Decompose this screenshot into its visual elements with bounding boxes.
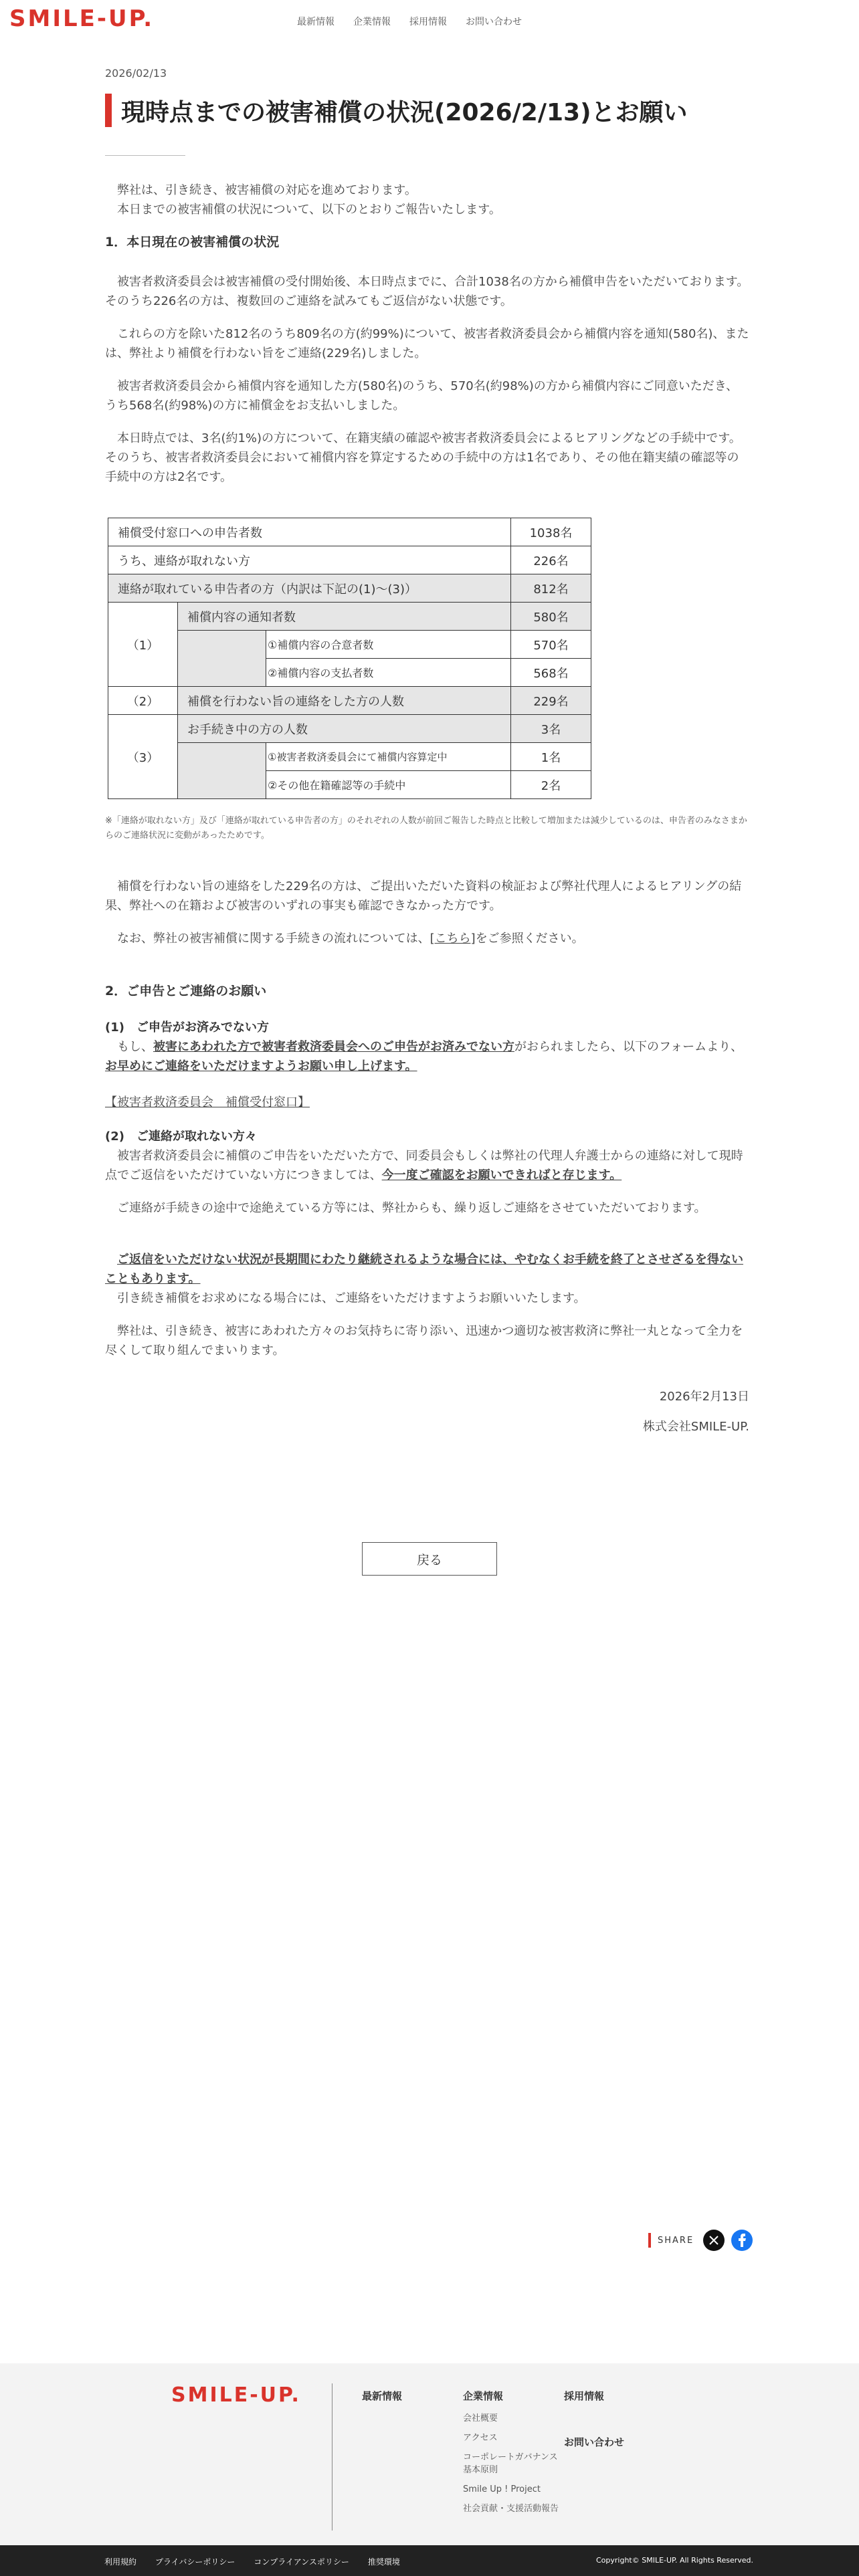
- sub2-text-a: 被害者救済委員会に補償のご申告をいただいた方で、同委員会もしくは弊社の代理人弁護士からの連絡に対して現時点でご返信をいただけていない方につきましては、: [105, 1149, 743, 1182]
- footer-legal-links: [104, 2556, 400, 2567]
- procedure-text-tail: をご参照ください。: [475, 932, 584, 946]
- nav-latest-news[interactable]: 最新情報: [297, 17, 335, 27]
- table-value-reachable: 812名: [511, 574, 591, 603]
- article-title: [105, 92, 749, 128]
- table-label-no-compensation: 補償を行わない旨の連絡をした方の人数: [178, 687, 511, 715]
- table-group-2: （2）: [108, 687, 178, 715]
- compliance-policy-link[interactable]: コンプライアンスポリシー: [254, 2557, 349, 2567]
- nav-contact[interactable]: お問い合わせ: [466, 17, 522, 27]
- global-nav: [297, 15, 522, 28]
- table-group-1: （1）: [108, 603, 178, 687]
- subsection-2-heading: (2) ご連絡が取れない方々: [105, 1130, 257, 1144]
- section-1-paragraph-5: 補償を行わない旨の連絡をした229名の方は、ご提出いただいた資料の検証および弊社代理人によるヒアリングの結果、弊社への在籍および被害のいずれの事実も確認できなかった方です。: [105, 879, 742, 913]
- table-label-paid: ②補償内容の支払者数: [266, 659, 511, 687]
- table-value-notified: 580名: [511, 603, 591, 631]
- table-row: [108, 687, 591, 715]
- sub1-text-a: もし、: [117, 1040, 153, 1054]
- recommended-environment-link[interactable]: 推奨環境: [367, 2557, 400, 2567]
- subsection-2-paragraph-1: [105, 1146, 749, 1185]
- section-1-paragraph-6: [105, 929, 749, 948]
- footer-link-company-info[interactable]: 企業情報: [463, 2390, 504, 2402]
- table-label-other-check: ②その他在籍確認等の手続中: [266, 771, 511, 799]
- privacy-policy-link[interactable]: プライバシーポリシー: [155, 2557, 235, 2567]
- table-row: [108, 546, 591, 574]
- sub1-text-c: がおられましたら、以下のフォームより、: [514, 1040, 743, 1054]
- nav-company-info[interactable]: 企業情報: [353, 17, 391, 27]
- table-label-in-process: お手続き中の方の人数: [178, 715, 511, 743]
- section-2-heading: 2．ご申告とご連絡のお願い: [105, 984, 267, 998]
- termination-warning: ご返信をいただけない状況が長期間にわたり継続されるような場合には、やむなくお手続を終了とさせざるを得ないこともあります。: [105, 1253, 743, 1286]
- footer-link-company-overview[interactable]: 会社概要: [463, 2413, 498, 2424]
- table-label-applicants: 補償受付窓口への申告者数: [108, 518, 511, 546]
- signature-date: 2026年2月13日: [659, 1390, 749, 1404]
- table-value-paid: 568名: [511, 659, 591, 687]
- article-date: 2026/02/13: [105, 67, 167, 80]
- table-row: [108, 603, 591, 631]
- subsection-1-paragraph: [105, 1037, 749, 1076]
- table-row: [108, 715, 591, 743]
- footer-link-governance[interactable]: コーポレートガバナンス基本原則: [463, 2452, 558, 2475]
- subsection-2-paragraph-2: ご連絡が手続きの途中で途絶えている方等には、弊社からも、繰り返しご連絡をさせていただいております。: [117, 1201, 706, 1215]
- table-label-notified: 補償内容の通知者数: [178, 603, 511, 631]
- article: [105, 67, 749, 1436]
- footer-link-smile-up-project[interactable]: Smile Up ! Project: [463, 2484, 541, 2494]
- section-1-heading: 1．本日現在の被害補償の状況: [105, 235, 280, 249]
- footer-col-news: [362, 2389, 402, 2412]
- procedure-link[interactable]: [こちら]: [430, 932, 476, 946]
- share-label: SHARE: [658, 2235, 694, 2246]
- footer-col-recruit: [564, 2389, 624, 2458]
- compensation-status-table: [108, 518, 591, 799]
- footer-link-recruit[interactable]: 採用情報: [564, 2390, 605, 2402]
- title-accent-bar: [105, 94, 112, 127]
- page-title: 現時点までの被害補償の状況(2026/2/13)とお願い: [121, 98, 688, 126]
- section-1-paragraph-4: 本日時点では、3名(約1%)の方について、在籍実績の確認や被害者救済委員会によるヒアリングなどの手続中です。そのうち、被害者救済委員会において補償内容を算定するための手続中の方は1名であり、その他在籍実績の確認等の手続中の方は2名です。: [105, 431, 741, 484]
- table-value-no-compensation: 229名: [511, 687, 591, 715]
- footer-link-latest-news[interactable]: 最新情報: [362, 2390, 403, 2402]
- table-value-in-process: 3名: [511, 715, 591, 743]
- footer-col-company: [463, 2389, 563, 2522]
- table-value-other-check: 2名: [511, 771, 591, 799]
- facebook-share-icon[interactable]: [731, 2230, 753, 2251]
- table-row: [108, 743, 591, 771]
- table-row: [108, 574, 591, 603]
- intro-line-1: 弊社は、引き続き、被害補償の対応を進めております。: [117, 183, 417, 197]
- signature-company: 株式会社SMILE-UP.: [642, 1420, 749, 1434]
- share-accent-bar: [648, 2233, 651, 2248]
- table-label-unreachable: うち、連絡が取れない方: [108, 546, 511, 574]
- site-header: [0, 0, 859, 41]
- x-share-icon[interactable]: [703, 2230, 725, 2251]
- site-logo[interactable]: SMILE-UP.: [9, 5, 155, 32]
- section-1-paragraph-3: 被害者救済委員会から補償内容を通知した方(580名)のうち、570名(約98%)の方から補償内容にご同意いただき、うち568名(約98%)の方に補償金をお支払いしました。: [105, 379, 739, 413]
- table-value-agreed: 570名: [511, 631, 591, 659]
- site-footer: [0, 2363, 859, 2545]
- footer-link-access[interactable]: アクセス: [463, 2433, 498, 2443]
- table-spacer-cell: [178, 743, 266, 799]
- copyright: Copyright© SMILE-UP. All Rights Reserved.: [596, 2556, 753, 2565]
- sub1-emphasis-d: お早めにご連絡をいただけますようお願い申し上げます。: [105, 1059, 417, 1073]
- table-label-calculating: ①被害者救済委員会にて補償内容算定中: [266, 743, 511, 771]
- section-1-paragraph-2: これらの方を除いた812名のうち809名の方(約99%)について、被害者救済委員会から補償内容を通知(580名)、または、弊社より補償を行わない旨をご連絡(229名)しました。: [105, 327, 749, 360]
- table-label-reachable: 連絡が取れている申告者の方（内訳は下記の(1)〜(3)）: [108, 574, 511, 603]
- footer-link-social-contribution[interactable]: 社会貢献・支援活動報告: [463, 2504, 559, 2514]
- sub1-emphasis-b: 被害にあわれた方で被害者救済委員会へのご申告がお済みでない方: [153, 1040, 514, 1054]
- table-label-agreed: ①補償内容の合意者数: [266, 631, 511, 659]
- form-link-line: [105, 1093, 749, 1112]
- subsection-2-paragraph-3: 引き続き補償をお求めになる場合には、ご連絡をいただけますようお願いいたします。: [117, 1291, 586, 1305]
- closing-paragraph: 弊社は、引き続き、被害にあわれた方々のお気持ちに寄り添い、迅速かつ適切な被害救済に弊社一丸となって全力を尽くして取り組んでまいります。: [105, 1324, 743, 1358]
- table-footnote: ※「連絡が取れない方」及び「連絡が取れている申告者の方」のそれぞれの人数が前回ご報告した時点と比較して増加または減少しているのは、申告者のみなさまからのご連絡状況に変動があったためです。: [105, 816, 747, 841]
- footer-bottom-bar: [0, 2545, 859, 2576]
- sub2-emphasis-b: 今一度ご確認をお願いできればと存じます。: [381, 1168, 622, 1182]
- footer-logo[interactable]: SMILE-UP.: [171, 2383, 301, 2407]
- nav-recruit[interactable]: 採用情報: [409, 17, 447, 27]
- table-row: [108, 631, 591, 659]
- table-value-unreachable: 226名: [511, 546, 591, 574]
- section-1-paragraph-1: 被害者救済委員会は被害補償の受付開始後、本日時点までに、合計1038名の方から補償申告をいただいております。そのうち226名の方は、複数回のご連絡を試みてもご返信がない状態です。: [105, 275, 749, 308]
- table-value-calculating: 1名: [511, 743, 591, 771]
- share-bar: [648, 2230, 753, 2251]
- intro-line-2: 本日までの被害補償の状況について、以下のとおりご報告いたします。: [117, 203, 501, 217]
- back-button[interactable]: 戻る: [362, 1542, 497, 1576]
- table-row: [108, 518, 591, 546]
- table-value-applicants: 1038名: [511, 518, 591, 546]
- relief-committee-form-link[interactable]: 【被害者救済委員会 補償受付窓口】: [105, 1095, 310, 1109]
- terms-link[interactable]: 利用規約: [104, 2557, 137, 2567]
- footer-link-contact[interactable]: お問い合わせ: [564, 2436, 625, 2448]
- table-spacer-cell: [178, 631, 266, 687]
- title-divider: [105, 155, 185, 156]
- procedure-text: なお、弊社の被害補償に関する手続きの流れについては、: [117, 932, 430, 946]
- subsection-1-heading: (1) ご申告がお済みでない方: [105, 1021, 269, 1035]
- table-group-3: （3）: [108, 715, 178, 799]
